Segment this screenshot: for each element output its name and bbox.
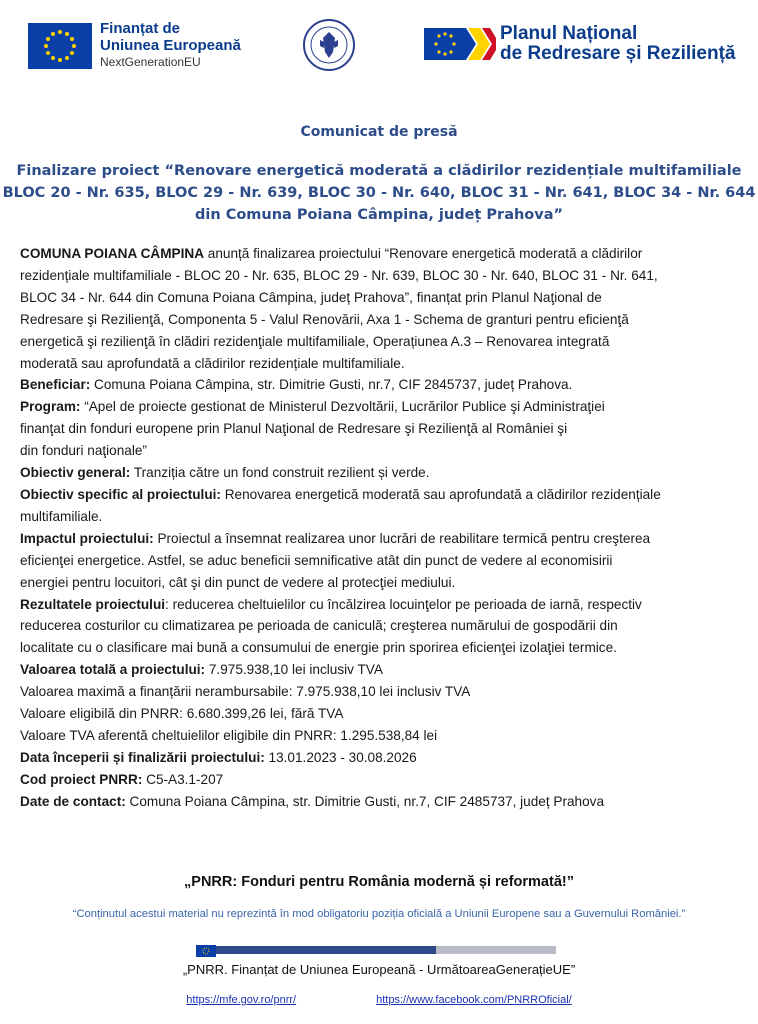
dates-line (20, 747, 734, 769)
max-funding-line: Valoarea maximă a finanțării nerambursabile: 7.975.938,10 lei inclusiv TVA (20, 684, 471, 700)
footer-divider-bar (196, 946, 556, 954)
contact-label: Date de contact: (20, 793, 126, 809)
pnrr-logo-line2: de Redresare și Reziliență (500, 43, 736, 64)
intro-paragraph (20, 243, 734, 374)
press-release-label: Comunicat de presă (300, 124, 458, 140)
project-title-line: din Comuna Poiana Câmpina, județ Prahova” (194, 207, 564, 223)
results-text: localitate cu o clasificare mai bună a consumului de energie prin sporirea eficienţei izolaţiei termice. (20, 640, 617, 656)
project-title-line: Finalizare proiect “Renovare energetică moderată a clădirilor rezidențiale multifamiliale (16, 163, 742, 179)
press-release-body (20, 243, 734, 813)
disclaimer-text: “Conținutul acestui material nu reprezintă în mod obligatoriu poziția oficială a Uniunii Europene sau a Guvernului României.” (72, 908, 686, 920)
impact-text: energiei pentru locuitori, cât şi din punct de vedere al protecţiei mediului. (20, 574, 456, 590)
total-value-label: Valoarea totală a proiectului: (20, 662, 206, 678)
pnrr-logo (424, 24, 736, 64)
mfe-link[interactable]: https://mfe.gov.ro/pnrr/ (186, 994, 297, 1006)
project-title (0, 160, 758, 226)
program-paragraph (20, 396, 734, 462)
beneficiar-line (20, 374, 734, 396)
eu-logo-line2: Uniunea Europeană (100, 37, 241, 54)
footer-links (0, 994, 758, 1006)
results-text: : reducerea cheltuielilor cu încălzirea locuinţelor pe perioada de iarnă, respectiv (165, 596, 642, 612)
impact-paragraph (20, 528, 734, 594)
impact-text: Proiectul a însemnat realizarea unor lucrări de reabilitare termică pentru creşterea (153, 530, 651, 546)
objective-specific-text: Renovarea energetică moderată sau aprofundată a clădirilor rezidențiale (220, 486, 661, 502)
eu-flag-icon (28, 23, 92, 69)
eu-flag-mini-icon (196, 944, 216, 956)
project-code-line (20, 769, 734, 791)
project-code-label: Cod proiect PNRR: (20, 771, 143, 787)
objective-general-line (20, 462, 734, 484)
impact-text: eficienţei energetice. Astfel, se aduc beneficii semnificative atât din punct de vedere al economisirii (20, 552, 613, 568)
project-title-line: BLOC 20 - Nr. 635, BLOC 29 - Nr. 639, BLOC 30 - Nr. 640, BLOC 31 - Nr. 641, BLOC 34 - Nr. 644 (2, 185, 756, 201)
objective-specific-paragraph (20, 484, 734, 528)
results-paragraph (20, 594, 734, 660)
intro-text: Redresare şi Rezilienţă, Componenta 5 - Valul Renovării, Axa 1 - Schema de granturi pentru eficienţă (20, 311, 629, 327)
objective-specific-text: multifamiliale. (20, 508, 103, 524)
project-code-value: C5-A3.1-207 (142, 771, 224, 787)
program-text: “Apel de proiecte gestionat de Ministerul Dezvoltării, Lucrărilor Publice şi Administraţiei (80, 399, 605, 415)
eu-funding-logo (28, 20, 241, 71)
contact-line (20, 791, 734, 813)
program-label: Program: (20, 399, 81, 415)
results-label: Rezultatele proiectului (20, 596, 166, 612)
eu-logo-line3: NextGenerationEU (100, 55, 201, 69)
program-text: din fonduri naţionale” (20, 443, 147, 459)
vat-value-line: Valoare TVA aferentă cheltuielilor eligibile din PNRR: 1.295.538,84 lei (20, 727, 438, 743)
intro-text: energetică şi rezilienţă în clădiri rezidenţiale multifamiliale, Operațiunea A.3 – Renovarea integrată (20, 333, 610, 349)
objective-specific-label: Obiectiv specific al proiectului: (20, 486, 221, 502)
eu-logo-line1: Finanțat de (100, 20, 181, 37)
dates-label: Data începerii și finalizării proiectului: (20, 749, 265, 765)
eligible-value-line: Valoare eligibilă din PNRR: 6.680.399,26 lei, fără TVA (20, 706, 344, 722)
beneficiar-label: Beneficiar: (20, 377, 91, 393)
results-text: reducerea costurilor cu climatizarea pe perioada de caniculă; creşterea numărului de gospodării din (20, 618, 618, 634)
total-value-amount: 7.975.938,10 lei inclusiv TVA (205, 662, 383, 678)
commune-name: COMUNA POIANA CÂMPINA (20, 246, 205, 261)
intro-text: BLOC 34 - Nr. 644 din Comuna Poiana Câmpina, județ Prahova”, finanțat prin Planul Naţional de (20, 289, 602, 305)
intro-text: anunță finalizarea proiectului “Renovare energetică moderată a clădirilor (204, 246, 643, 261)
objective-general-label: Obiectiv general: (20, 465, 131, 481)
facebook-link[interactable]: https://www.facebook.com/PNRROficial/ (376, 994, 572, 1006)
impact-label: Impactul proiectului: (20, 530, 154, 546)
romanian-government-seal-icon (302, 18, 356, 72)
pnrr-slogan: „PNRR: Fonduri pentru România modernă și reformată!” (184, 874, 574, 890)
intro-text: rezidențiale multifamiliale - BLOC 20 - Nr. 635, BLOC 29 - Nr. 639, BLOC 30 - Nr. 640, BLOC 31 - Nr. 641, (20, 267, 658, 283)
beneficiar-value: Comuna Poiana Câmpina, str. Dimitrie Gusti, nr.7, CIF 2845737, județ Prahova. (90, 377, 573, 393)
dates-value: 13.01.2023 - 30.08.2026 (264, 749, 417, 765)
total-value-line (20, 659, 734, 681)
intro-text: moderată sau aprofundată a clădirilor rezidențiale multifamiliale. (20, 355, 405, 371)
pnrr-flag-icon (424, 24, 496, 64)
contact-value: Comuna Poiana Câmpina, str. Dimitrie Gusti, nr.7, CIF 2485737, județ Prahova (125, 793, 605, 809)
pnrr-logo-line1: Planul Național (500, 23, 638, 44)
footer-funding-text: „PNRR. Finanțat de Uniunea Europeană - UrmătoareaGenerațieUE” (182, 962, 576, 977)
objective-general-value: Tranziția către un fond construit rezilient și verde. (130, 465, 430, 481)
program-text: finanţat din fonduri europene prin Planul Naţional de Redresare şi Rezilienţă al României şi (20, 421, 568, 437)
